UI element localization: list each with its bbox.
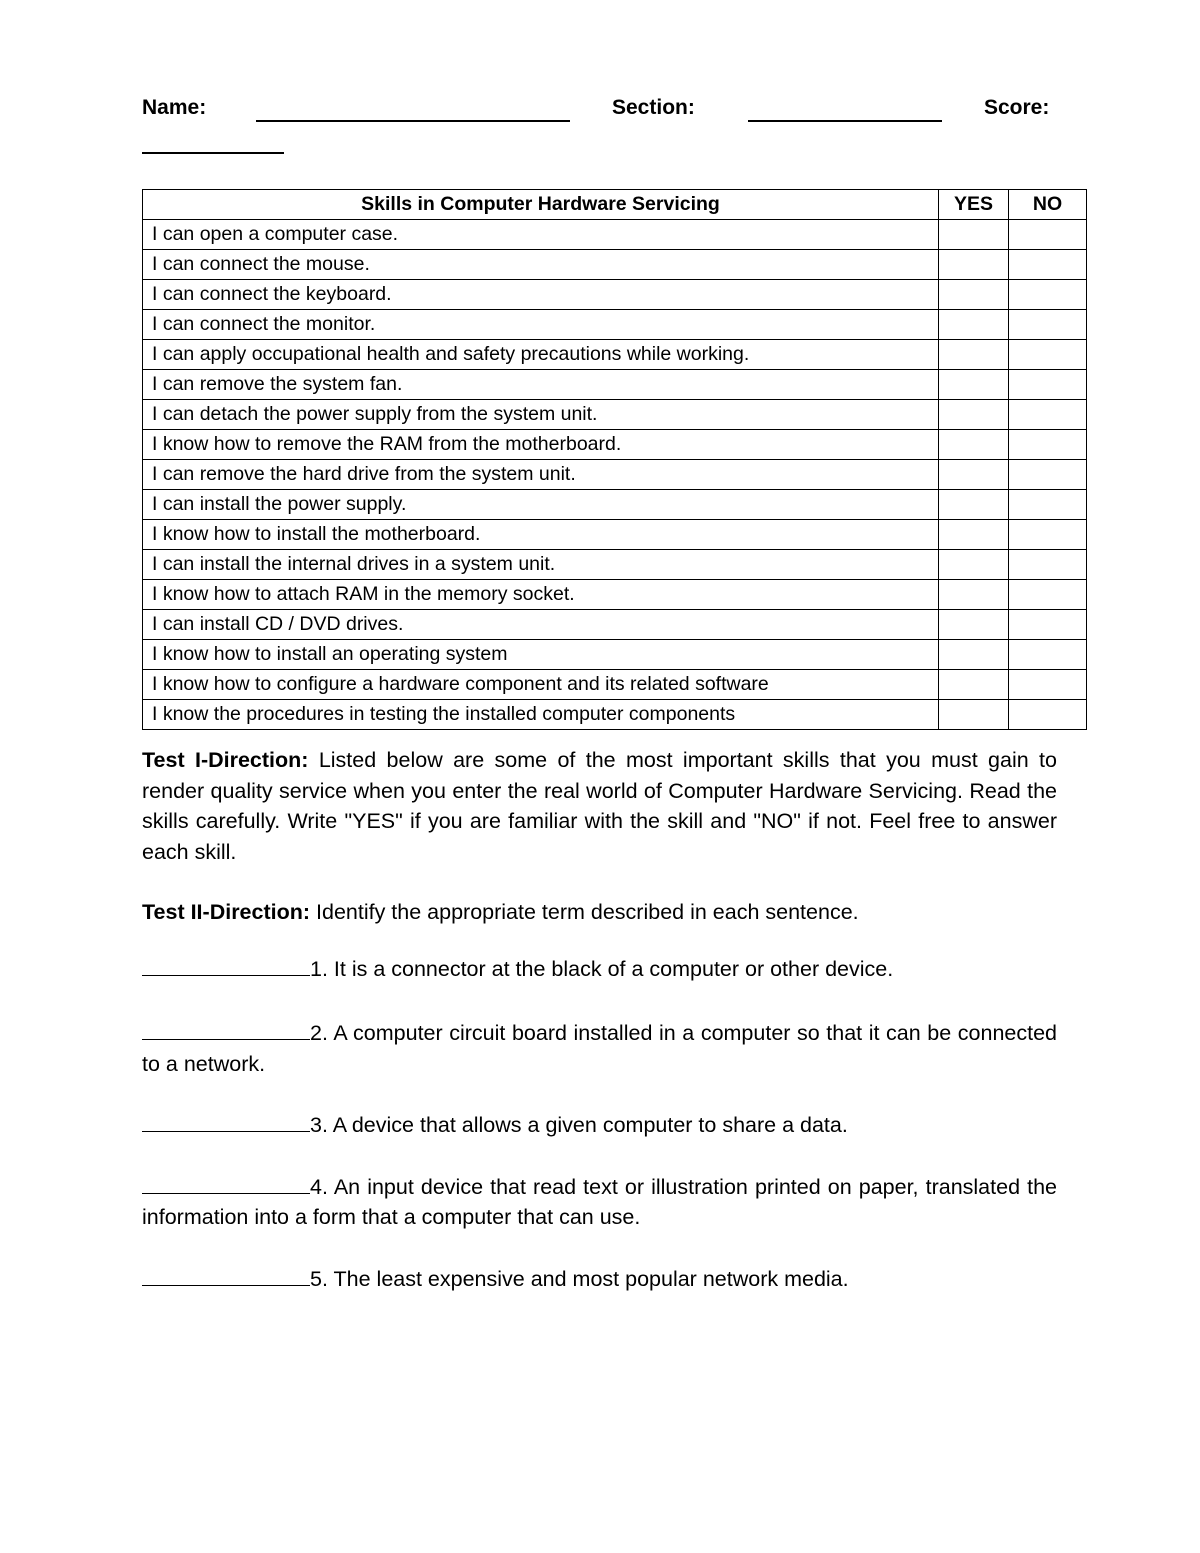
skill-cell: I know how to install the motherboard. — [143, 520, 939, 550]
table-row — [143, 580, 1087, 610]
table-row — [143, 430, 1087, 460]
test2-label: Test II-Direction: — [142, 900, 311, 924]
skill-cell: I can install the internal drives in a system unit. — [143, 550, 939, 580]
skill-cell: I can open a computer case. — [143, 220, 939, 250]
skill-cell: I know how to configure a hardware component and its related software — [143, 670, 939, 700]
test2-direction — [142, 897, 1057, 928]
no-cell[interactable] — [1009, 520, 1087, 550]
skill-cell: I can install CD / DVD drives. — [143, 610, 939, 640]
table-row — [143, 250, 1087, 280]
skill-cell: I can install the power supply. — [143, 490, 939, 520]
table-row — [143, 670, 1087, 700]
no-cell[interactable] — [1009, 340, 1087, 370]
table-row — [143, 490, 1087, 520]
yes-cell[interactable] — [939, 580, 1009, 610]
yes-cell[interactable] — [939, 460, 1009, 490]
no-header: NO — [1009, 190, 1087, 220]
list-item — [142, 1172, 1057, 1233]
answer-blank[interactable] — [142, 955, 310, 976]
directions — [142, 745, 1057, 1294]
skill-cell: I can remove the system fan. — [143, 370, 939, 400]
yes-cell[interactable] — [939, 610, 1009, 640]
yes-cell[interactable] — [939, 280, 1009, 310]
item-text: 4. An input device that read text or illustration printed on paper, translated the information into a form that a computer that can use. — [142, 1174, 1057, 1229]
skill-cell: I can remove the hard drive from the system unit. — [143, 460, 939, 490]
list-item — [142, 1018, 1057, 1079]
skill-cell: I can connect the monitor. — [143, 310, 939, 340]
yes-cell[interactable] — [939, 400, 1009, 430]
no-cell[interactable] — [1009, 460, 1087, 490]
no-cell[interactable] — [1009, 700, 1087, 730]
table-row — [143, 520, 1087, 550]
no-cell[interactable] — [1009, 400, 1087, 430]
no-cell[interactable] — [1009, 220, 1087, 250]
list-item — [142, 1264, 1057, 1295]
test1-label: Test I-Direction: — [142, 748, 309, 772]
answer-blank[interactable] — [142, 1111, 310, 1132]
no-cell[interactable] — [1009, 610, 1087, 640]
table-row — [143, 220, 1087, 250]
answer-blank[interactable] — [142, 1019, 310, 1040]
table-row — [143, 460, 1087, 490]
table-row — [143, 340, 1087, 370]
no-cell[interactable] — [1009, 640, 1087, 670]
table-row — [143, 310, 1087, 340]
test1-direction — [142, 745, 1057, 867]
skill-cell: I can connect the keyboard. — [143, 280, 939, 310]
item-text: 1. It is a connector at the black of a computer or other device. — [310, 956, 894, 981]
yes-cell[interactable] — [939, 700, 1009, 730]
table-row — [143, 610, 1087, 640]
no-cell[interactable] — [1009, 580, 1087, 610]
yes-cell[interactable] — [939, 370, 1009, 400]
yes-cell[interactable] — [939, 550, 1009, 580]
yes-header: YES — [939, 190, 1009, 220]
table-row — [143, 700, 1087, 730]
table-row — [143, 280, 1087, 310]
table-row — [143, 640, 1087, 670]
item-text: 5. The least expensive and most popular network media. — [310, 1266, 849, 1291]
yes-cell[interactable] — [939, 640, 1009, 670]
name-label: Name: — [142, 96, 207, 119]
skills-header: Skills in Computer Hardware Servicing — [143, 190, 939, 220]
skill-cell: I know how to remove the RAM from the motherboard. — [143, 430, 939, 460]
list-item — [142, 1110, 1057, 1141]
skill-cell: I can detach the power supply from the system unit. — [143, 400, 939, 430]
skill-cell: I know the procedures in testing the installed computer components — [143, 700, 939, 730]
table-row — [143, 400, 1087, 430]
no-cell[interactable] — [1009, 430, 1087, 460]
item-text: 2. A computer circuit board installed in a computer so that it can be connected to a network. — [142, 1021, 1057, 1076]
answer-blank[interactable] — [142, 1265, 310, 1286]
skill-cell: I know how to attach RAM in the memory socket. — [143, 580, 939, 610]
score-label: Score: — [984, 96, 1050, 119]
yes-cell[interactable] — [939, 220, 1009, 250]
score-field[interactable] — [142, 148, 284, 154]
no-cell[interactable] — [1009, 550, 1087, 580]
no-cell[interactable] — [1009, 490, 1087, 520]
yes-cell[interactable] — [939, 310, 1009, 340]
section-label: Section: — [612, 96, 695, 119]
no-cell[interactable] — [1009, 670, 1087, 700]
no-cell[interactable] — [1009, 250, 1087, 280]
table-row — [143, 550, 1087, 580]
table-header-row — [143, 190, 1087, 220]
yes-cell[interactable] — [939, 490, 1009, 520]
yes-cell[interactable] — [939, 430, 1009, 460]
list-item — [142, 954, 1057, 985]
no-cell[interactable] — [1009, 310, 1087, 340]
skill-cell: I can apply occupational health and safety precautions while working. — [143, 340, 939, 370]
header-line — [142, 96, 1057, 126]
skills-table — [142, 189, 1087, 730]
no-cell[interactable] — [1009, 280, 1087, 310]
yes-cell[interactable] — [939, 250, 1009, 280]
skill-cell: I know how to install an operating system — [143, 640, 939, 670]
test2-text: Identify the appropriate term described in each sentence. — [310, 900, 859, 924]
no-cell[interactable] — [1009, 370, 1087, 400]
answer-blank[interactable] — [142, 1173, 310, 1194]
yes-cell[interactable] — [939, 340, 1009, 370]
test1-text: Listed below are some of the most important skills that you must gain to render quality service when you enter the real world of Computer Hardware Servicing. Read the skills carefully. Write "YES" if you are familiar with the skill and "NO" if not. Feel free to answer each skill. — [142, 748, 1057, 864]
skill-cell: I can connect the mouse. — [143, 250, 939, 280]
item-text: 3. A device that allows a given computer to share a data. — [310, 1113, 848, 1137]
yes-cell[interactable] — [939, 670, 1009, 700]
yes-cell[interactable] — [939, 520, 1009, 550]
table-row — [143, 370, 1087, 400]
